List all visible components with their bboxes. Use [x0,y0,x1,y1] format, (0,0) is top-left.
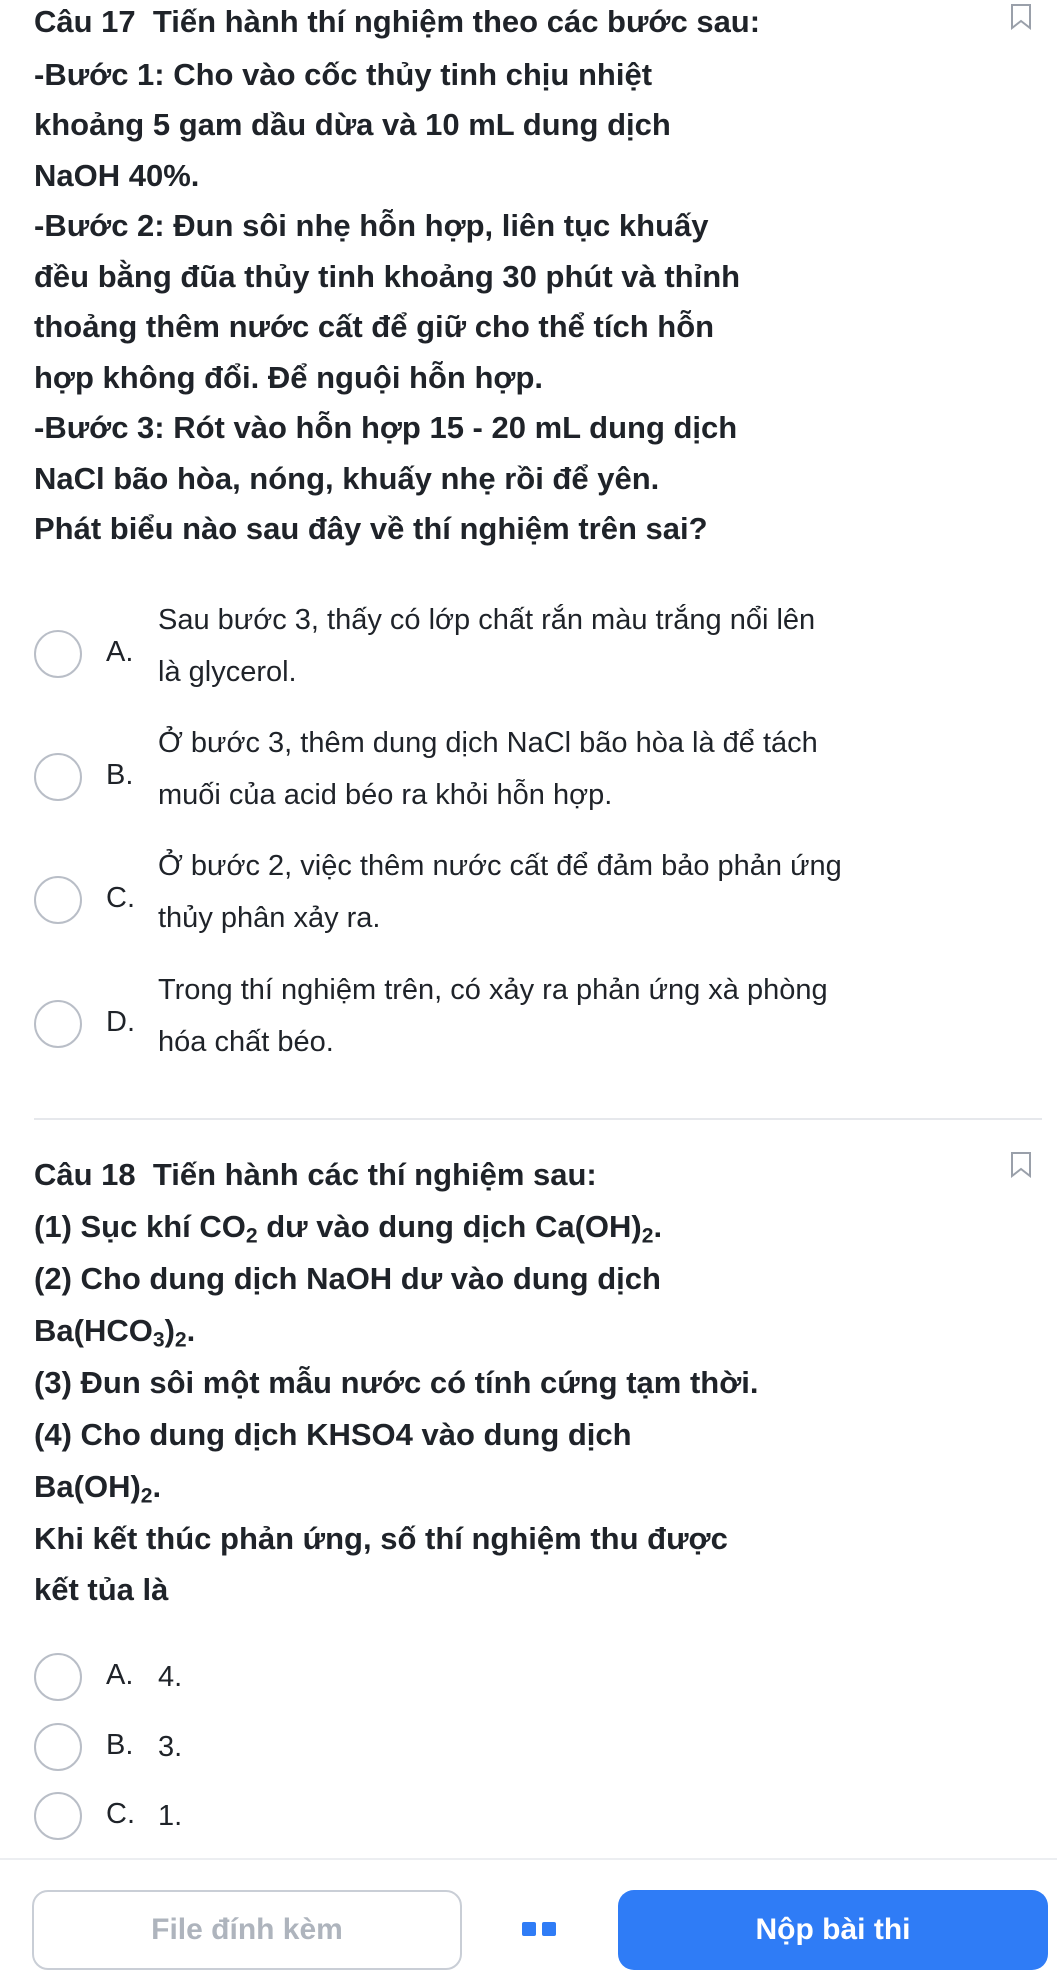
option-letter: B. [106,1729,134,1761]
question-stem-line: Khi kết thúc phản ứng, số thí nghiệm thu được [34,1521,728,1556]
option-text-line: là glycerol. [158,656,297,688]
subscript: 2 [174,1328,187,1352]
radio-button[interactable] [34,1653,82,1701]
option-text-line: Sau bước 3, thấy có lớp chất rắn màu trắng nổi lên [158,604,816,636]
question-stem-line [34,1469,161,1508]
question-18-header [34,1157,597,1193]
stem-text: . [152,1469,162,1504]
subscript: 2 [140,1484,153,1508]
question-stem-line: NaOH 40%. [34,158,200,193]
question-divider [34,1118,1042,1120]
answer-option-a[interactable] [34,604,1034,730]
answer-option-c[interactable] [34,850,1034,976]
question-17-header [34,4,760,40]
stem-text: ) [164,1313,175,1348]
option-letter: D. [106,1006,135,1038]
radio-button[interactable] [34,1792,82,1840]
question-stem-line: (3) Đun sôi một mẫu nước có tính cứng tạm thời. [34,1365,759,1400]
stem-text: Ba(HCO [34,1313,153,1348]
question-stem-line: Phát biểu nào sau đây về thí nghiệm trên sai? [34,511,708,546]
question-number: Câu 17 [34,4,136,39]
answer-option-d[interactable] [34,974,1034,1100]
question-stem-line: (4) Cho dung dịch KHSO4 vào dung dịch [34,1417,632,1452]
subscript: 3 [152,1328,165,1352]
question-stem-line: -Bước 3: Rót vào hỗn hợp 15 - 20 mL dung dịch [34,410,738,445]
question-stem-line: kết tủa là [34,1572,169,1607]
option-letter: A. [106,636,134,668]
option-text-line: Ở bước 3, thêm dung dịch NaCl bão hòa là để tách [158,727,818,759]
question-grid-icon[interactable] [522,1922,562,1936]
question-stem-line [34,1209,662,1248]
option-text: 3. [158,1731,183,1763]
stem-text: dư vào dung dịch Ca(OH) [257,1209,642,1244]
option-text-line: thủy phân xảy ra. [158,902,381,934]
answer-option-c[interactable] [34,1792,1034,1846]
radio-button[interactable] [34,753,82,801]
option-text-line: hóa chất béo. [158,1026,334,1058]
answer-option-b[interactable] [34,727,1034,853]
option-text: 4. [158,1661,183,1693]
footer-divider [0,1858,1057,1860]
radio-button[interactable] [34,1723,82,1771]
question-stem-line: -Bước 2: Đun sôi nhẹ hỗn hợp, liên tục khuấy [34,208,709,243]
stem-text: Ba(OH) [34,1469,141,1504]
bookmark-icon[interactable] [1010,4,1032,30]
option-letter: B. [106,759,134,791]
option-letter: C. [106,1798,135,1830]
answer-option-b[interactable] [34,1723,1034,1777]
answer-option-a[interactable] [34,1653,1034,1707]
stem-text: . [653,1209,663,1244]
question-number: Câu 18 [34,1157,136,1192]
option-letter: A. [106,1659,134,1691]
stem-text: (1) Sục khí CO [34,1209,246,1244]
question-stem-line: NaCl bão hòa, nóng, khuấy nhẹ rồi để yên. [34,461,660,496]
bookmark-icon[interactable] [1010,1152,1032,1178]
question-title: Tiến hành thí nghiệm theo các bước sau: [152,4,761,39]
option-text-line: muối của acid béo ra khỏi hỗn hợp. [158,779,613,811]
option-text-line: Ở bước 2, việc thêm nước cất để đảm bảo phản ứng [158,850,842,882]
question-stem-line [34,1313,195,1352]
question-stem-line: hợp không đổi. Để nguội hỗn hợp. [34,360,543,395]
subscript: 2 [245,1224,258,1248]
radio-button[interactable] [34,630,82,678]
option-text: 1. [158,1800,183,1832]
option-letter: C. [106,882,135,914]
question-title: Tiến hành các thí nghiệm sau: [152,1157,597,1192]
option-text-line: Trong thí nghiệm trên, có xảy ra phản ứng xà phòng [158,974,828,1006]
question-stem-line: khoảng 5 gam dầu dừa và 10 mL dung dịch [34,107,671,142]
question-stem-line: thoảng thêm nước cất để giữ cho thể tích hỗn [34,309,715,344]
question-stem-line: (2) Cho dung dịch NaOH dư vào dung dịch [34,1261,661,1296]
attach-file-button[interactable]: File đính kèm [32,1890,462,1970]
question-stem-line: đều bằng đũa thủy tinh khoảng 30 phút và thỉnh [34,259,741,294]
radio-button[interactable] [34,1000,82,1048]
stem-text: . [186,1313,196,1348]
submit-exam-button[interactable]: Nộp bài thi [618,1890,1048,1970]
radio-button[interactable] [34,876,82,924]
question-stem-line: -Bước 1: Cho vào cốc thủy tinh chịu nhiệt [34,57,653,92]
subscript: 2 [641,1224,654,1248]
